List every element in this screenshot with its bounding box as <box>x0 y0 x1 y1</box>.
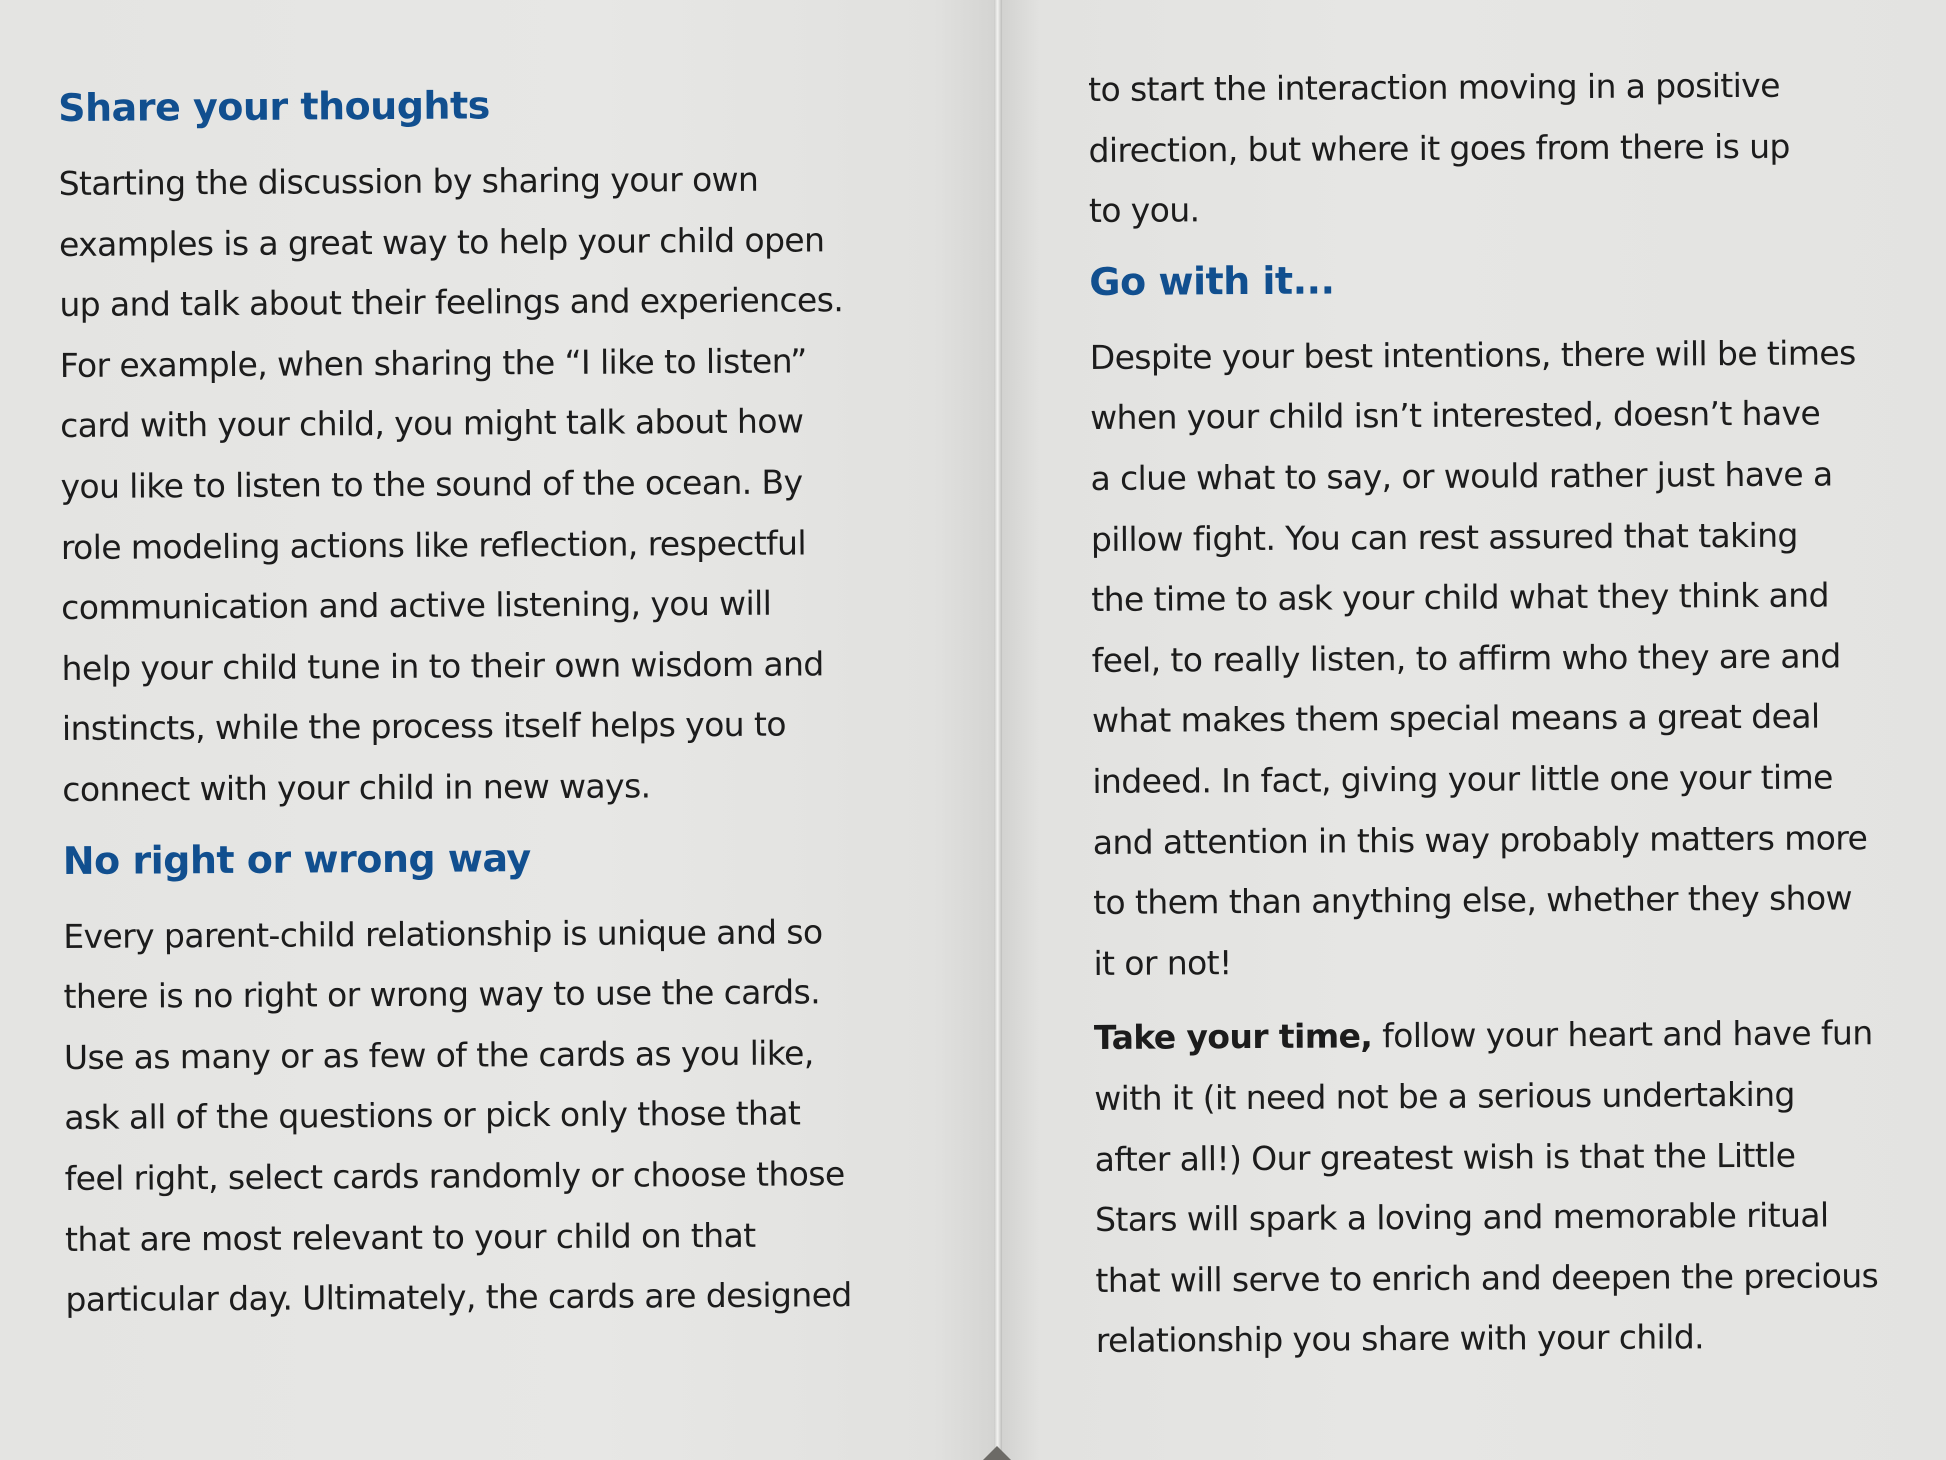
text-line: up and talk about their feelings and experiences. <box>59 280 844 325</box>
text-line: that are most relevant to your child on that <box>64 1215 756 1259</box>
text-line: instincts, while the process itself helps you to <box>61 704 786 749</box>
paragraph-no-right-or-wrong-way <box>63 901 966 1331</box>
text-line: examples is a great way to help your child open <box>58 219 825 264</box>
spine-bookmark-marker <box>983 1446 1011 1460</box>
text-line: For example, when sharing the “I like to listen” <box>59 341 807 385</box>
text-line: and attention in this way probably matters more <box>1092 817 1868 862</box>
text-line: indeed. In fact, giving your little one your time <box>1092 757 1833 801</box>
text-line: what makes them special means a great deal <box>1091 696 1820 741</box>
text-line: after all!) Our greatest wish is that the Little <box>1094 1135 1796 1179</box>
book-spine <box>994 0 1002 1460</box>
text-line: it or not! <box>1093 942 1232 983</box>
text-line: Every parent-child relationship is unique and so <box>63 911 823 956</box>
bold-lead-take-your-time: Take your time, <box>1093 1016 1373 1058</box>
text-line: pillow fight. You can rest assured that taking <box>1090 515 1798 559</box>
text-line: Stars will spark a loving and memorable ritual <box>1094 1195 1829 1240</box>
right-page-text <box>1088 55 1936 1372</box>
text-line: that will serve to enrich and deepen the precious <box>1095 1255 1879 1300</box>
paragraph-go-with-it <box>1090 323 1934 995</box>
text-line: the time to ask your child what they think and <box>1091 575 1830 620</box>
text-line-closing-first <box>1094 1003 1934 1069</box>
left-page-text <box>58 73 966 1331</box>
text-line: with it (it need not be a serious undertaking <box>1094 1074 1795 1118</box>
text-line: feel, to really listen, to affirm who they are and <box>1091 636 1841 680</box>
text-line: role modeling actions like reflection, respectful <box>60 523 807 567</box>
paragraph-closing <box>1094 1003 1936 1372</box>
text-line: Use as many or as few of the cards as you like, <box>63 1033 814 1077</box>
text-line: relationship you share with your child. <box>1095 1317 1705 1361</box>
text-line: card with your child, you might talk about how <box>60 401 804 446</box>
text-line: to them than anything else, whether they show <box>1093 878 1853 923</box>
text-line: feel right, select cards randomly or choose those <box>64 1154 845 1198</box>
text-line: Despite your best intentions, there will be times <box>1089 333 1856 377</box>
text-line: particular day. Ultimately, the cards are designed <box>65 1275 852 1320</box>
paragraph-share-your-thoughts <box>58 149 962 821</box>
text-line: ask all of the questions or pick only those that <box>64 1093 801 1138</box>
text-fragment: follow your heart and have fun <box>1372 1013 1873 1056</box>
text-line: when your child isn’t interested, doesn’t have <box>1090 393 1821 438</box>
text-line: to you. <box>1088 190 1200 231</box>
text-line: a clue what to say, or would rather just have a <box>1090 454 1833 498</box>
heading-no-right-or-wrong-way: No right or wrong way <box>62 835 531 883</box>
text-line: there is no right or wrong way to use the cards. <box>63 972 821 1017</box>
heading-go-with-it: Go with it... <box>1089 258 1335 304</box>
text-line: connect with your child in new ways. <box>62 766 651 809</box>
text-line: Starting the discussion by sharing your own <box>58 159 759 203</box>
text-line: communication and active listening, you will <box>61 583 772 628</box>
text-line: you like to listen to the sound of the ocean. By <box>60 462 803 506</box>
text-line: direction, but where it goes from there is up <box>1088 126 1790 170</box>
paragraph-continuation <box>1088 55 1929 242</box>
text-line: help your child tune in to their own wisdom and <box>61 644 824 688</box>
text-line: to start the interaction moving in a positive <box>1088 65 1780 109</box>
heading-share-your-thoughts: Share your thoughts <box>58 83 490 130</box>
